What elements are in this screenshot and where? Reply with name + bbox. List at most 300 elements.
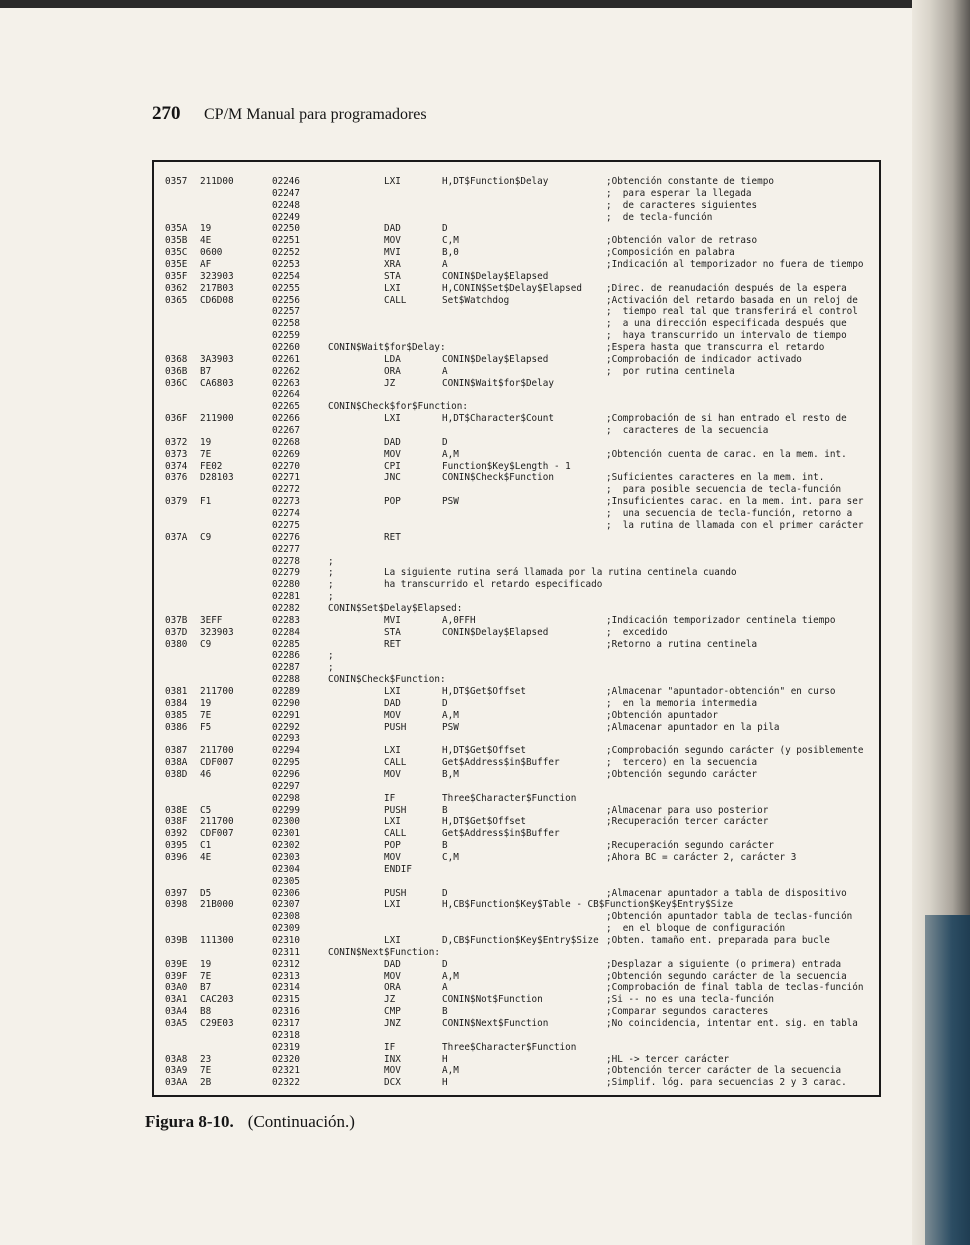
hex-address: 0387 [165,745,188,757]
mnemonic: ENDIF [384,863,412,875]
mnemonic: DAD [384,436,401,448]
label: ; [328,591,334,603]
line-number: 02246 [272,176,300,187]
operand: Three$Character$Function [442,1041,577,1053]
listing-row [156,674,886,686]
listing-row [156,816,886,828]
listing-row [156,449,886,461]
comment: ;Obtención segundo carácter [606,768,758,780]
mnemonic: LXI [384,935,401,946]
label: CONIN$Set$Delay$Elapsed: [328,602,463,614]
object-code: 217B03 [200,282,234,294]
comment: ; una secuencia de tecla-función, retorno a [606,508,853,520]
mnemonic: STA [384,270,401,282]
object-code: 211700 [200,745,234,757]
hex-address: 036F [165,413,188,425]
comment: ;Obtención apuntador tabla de teclas-función [606,911,853,923]
line-number: 02308 [272,911,300,923]
line-number: 02313 [272,970,300,982]
operand: CONIN$Delay$Elapsed [442,353,549,365]
listing-row [156,212,886,224]
comment: ;Ahora BC = carácter 2, carácter 3 [606,851,797,863]
hex-address: 035E [165,259,188,271]
comment: ;Obtención tercer carácter de la secuencia [606,1065,842,1077]
object-code: 0600 [200,247,223,259]
listing-row [156,733,886,745]
comment: ;Indicación temporizador centinela tiempo [606,614,836,626]
object-code: CA6803 [200,377,234,389]
listing-row [156,295,886,307]
listing-row [156,805,886,817]
operand: D [442,958,448,970]
operand: H,DT$Get$Offset [442,745,526,757]
line-number: 02290 [272,697,300,709]
operand: A [442,365,448,377]
mnemonic: JZ [384,994,396,1006]
listing-row [156,745,886,757]
line-number: 02275 [272,519,300,531]
line-number: 02285 [272,638,300,650]
operand: D [442,223,448,235]
listing-row [156,556,886,568]
hex-address: 0365 [165,294,188,306]
hex-address: 0384 [165,697,188,709]
mnemonic: ha transcurrido el retardo especificado [384,579,603,591]
label: ; [328,567,334,579]
operand: H,DT$Get$Offset [442,685,526,697]
line-number: 02268 [272,436,300,448]
line-number: 02256 [272,294,300,306]
comment: ; la rutina de llamada con el primer carácter [606,519,864,531]
figure-caption [145,1112,355,1132]
hex-address: 037A [165,531,188,543]
listing-row [156,1018,886,1030]
operand: A,M [442,709,459,721]
mnemonic: LXI [384,899,401,911]
hex-address: 039E [165,958,188,970]
comment: ; haya transcurrido un intervalo de tiempo [606,330,847,342]
hex-address: 037D [165,626,188,638]
operand: CONIN$Next$Function [442,1018,549,1030]
hex-address: 0372 [165,436,188,448]
line-number: 02311 [272,946,300,958]
mnemonic: PUSH [384,721,407,733]
comment: ; de caracteres siguientes [606,199,758,211]
object-code: CAC203 [200,994,234,1006]
mnemonic: CMP [384,1006,401,1018]
object-code: 211900 [200,413,234,425]
object-code: 211700 [200,816,234,828]
label: ; [328,579,334,591]
listing-row [156,425,886,437]
line-number: 02282 [272,602,300,614]
line-number: 02302 [272,840,300,852]
mnemonic: MOV [384,235,401,247]
comment: ; tiempo real tal que transferirá el control [606,306,858,318]
object-code: 23 [200,1053,212,1065]
figure-caption-text: (Continuación.) [247,1112,355,1131]
mnemonic: PUSH [384,887,407,899]
comment: ;Composición en palabra [606,247,735,259]
listing-row [156,603,886,615]
comment: ;Comprobación de si han entrado el resto de [606,413,847,425]
line-number: 02269 [272,448,300,460]
hex-address: 035A [165,223,188,235]
comment: ;Obtención segundo carácter de la secuencia [606,970,847,982]
mnemonic: DAD [384,697,401,709]
listing-row [156,1030,886,1042]
hex-address: 0381 [165,685,188,697]
listing-row [156,864,886,876]
object-code: C5 [200,804,212,816]
object-code: C1 [200,840,212,852]
line-number: 02298 [272,792,300,804]
line-number: 02276 [272,531,300,543]
operand: H,CONIN$Set$Delay$Elapsed [442,282,582,294]
page-number: 270 [152,103,181,124]
listing-row [156,188,886,200]
comment: ; tercero) en la secuencia [606,757,758,769]
listing-row [156,283,886,295]
object-code: 3A3903 [200,353,234,365]
operand: D [442,887,448,899]
hex-address: 038D [165,768,188,780]
mnemonic: La siguiente rutina será llamada por la rutina centinela cuando [384,567,737,579]
comment: ;Comparar segundos caracteres [606,1006,769,1018]
operand: PSW [442,721,459,733]
line-number: 02318 [272,1029,300,1041]
line-number: 02296 [272,768,300,780]
operand: H,DT$Function$Delay [442,176,549,187]
hex-address: 0376 [165,472,188,484]
hex-address: 035F [165,270,188,282]
operand: A,0FFH [442,614,476,626]
line-number: 02277 [272,543,300,555]
listing-row [156,330,886,342]
object-code: F1 [200,496,212,508]
comment: ;Recuperación segundo carácter [606,840,774,852]
listing-row [156,247,886,259]
object-code: C9 [200,531,212,543]
hex-address: 03A5 [165,1018,188,1030]
book-cover-edge [925,915,970,1245]
mnemonic: PUSH [384,804,407,816]
object-code: 111300 [200,935,234,946]
line-number: 02255 [272,282,300,294]
listing-row [156,698,886,710]
assembly-listing [156,176,886,1089]
line-number: 02250 [272,223,300,235]
comment: ; en la memoria intermedia [606,697,758,709]
hex-address: 0357 [165,176,188,187]
mnemonic: MOV [384,1065,401,1077]
object-code: B7 [200,365,212,377]
listing-row [156,413,886,425]
hex-address: 03A0 [165,982,188,994]
object-code: D5 [200,887,212,899]
hex-address: 0386 [165,721,188,733]
operand: Three$Character$Function [442,792,577,804]
object-code: 323903 [200,270,234,282]
line-number: 02271 [272,472,300,484]
hex-address: 03A8 [165,1053,188,1065]
operand: Get$Address$in$Buffer [442,828,560,840]
figure-label: Figura 8-10. [145,1112,234,1131]
mnemonic: JNC [384,472,401,484]
line-number: 02305 [272,875,300,887]
comment: ;Insuficientes carac. en la mem. int. para ser [606,496,864,508]
listing-row [156,911,886,923]
hex-address: 039F [165,970,188,982]
mnemonic: ORA [384,982,401,994]
object-code: 19 [200,436,212,448]
label: CONIN$Next$Function: [328,946,440,958]
object-code: CDF007 [200,828,234,840]
mnemonic: MOV [384,970,401,982]
mnemonic: LDA [384,353,401,365]
object-code: F5 [200,721,212,733]
line-number: 02270 [272,460,300,472]
line-number: 02254 [272,270,300,282]
line-number: 02283 [272,614,300,626]
line-number: 02272 [272,484,300,496]
comment: ; para esperar la llegada [606,187,752,199]
listing-row [156,840,886,852]
line-number: 02310 [272,935,300,946]
line-number: 02249 [272,211,300,223]
running-header-title: CP/M Manual para programadores [204,106,427,123]
operand: CONIN$Delay$Elapsed [442,626,549,638]
hex-address: 0380 [165,638,188,650]
operand: A,M [442,448,459,460]
operand: H,DT$Character$Count [442,413,554,425]
comment: ;Retorno a rutina centinela [606,638,758,650]
hex-address: 039B [165,935,188,946]
line-number: 02321 [272,1065,300,1077]
operand: B [442,1006,448,1018]
listing-row [156,520,886,532]
operand: H [442,1053,448,1065]
operand: B [442,840,448,852]
line-number: 02291 [272,709,300,721]
operand: B,0 [442,247,459,259]
hex-address: 0395 [165,840,188,852]
operand: CONIN$Check$Function [442,472,554,484]
listing-row [156,508,886,520]
listing-row [156,947,886,959]
listing-row [156,959,886,971]
label: ; [328,650,334,662]
listing-row [156,271,886,283]
listing-row [156,923,886,935]
listing-row [156,496,886,508]
listing-row [156,318,886,330]
hex-address: 038A [165,757,188,769]
line-number: 02253 [272,259,300,271]
hex-address: 0396 [165,851,188,863]
object-code: 323903 [200,626,234,638]
comment: ;Obtención apuntador [606,709,718,721]
comment: ; por rutina centinela [606,365,735,377]
listing-row [156,235,886,247]
listing-row [156,389,886,401]
listing-row [156,354,886,366]
label: CONIN$Check$for$Function: [328,401,468,413]
comment: ;Desplazar a siguiente (o primera) entrada [606,958,842,970]
hex-address: 038E [165,804,188,816]
line-number: 02264 [272,389,300,401]
object-code: 4E [200,235,212,247]
hex-address: 035C [165,247,188,259]
listing-row [156,176,886,188]
object-code: CDF007 [200,757,234,769]
line-number: 02263 [272,377,300,389]
comment: ;Almacenar "apuntador-obtención" en curso [606,685,836,697]
label: ; [328,555,334,567]
hex-address: 035B [165,235,188,247]
mnemonic: IF [384,792,396,804]
object-code: 4E [200,851,212,863]
line-number: 02292 [272,721,300,733]
listing-row [156,686,886,698]
mnemonic: CALL [384,757,407,769]
listing-row [156,982,886,994]
comment: ;Comprobación segundo carácter (y posiblemente [606,745,864,757]
listing-row [156,662,886,674]
mnemonic: JNZ [384,1018,401,1030]
label: CONIN$Wait$for$Delay: [328,342,446,354]
hex-address: 0392 [165,828,188,840]
comment: ;Almacenar apuntador en la pila [606,721,780,733]
line-number: 02251 [272,235,300,247]
hex-address: 03A1 [165,994,188,1006]
listing-row [156,579,886,591]
listing-row [156,935,886,947]
line-number: 02247 [272,187,300,199]
line-number: 02294 [272,745,300,757]
operand: CONIN$Not$Function [442,994,543,1006]
mnemonic: MOV [384,851,401,863]
comment: ;Obten. tamaño ent. preparada para bucle [606,935,830,946]
listing-row [156,567,886,579]
comment: ;Comprobación de indicador activado [606,353,802,365]
mnemonic: DCX [384,1077,401,1089]
object-code: 19 [200,697,212,709]
operand: A [442,259,448,271]
listing-row [156,437,886,449]
object-code: 211D00 [200,176,234,187]
line-number: 02306 [272,887,300,899]
mnemonic: LXI [384,413,401,425]
object-code: C9 [200,638,212,650]
mnemonic: IF [384,1041,396,1053]
object-code: D28103 [200,472,234,484]
comment: ;Direc. de reanudación después de la espera [606,282,847,294]
comment: ;Almacenar apuntador a tabla de dispositivo [606,887,847,899]
comment: ;Comprobación de final tabla de teclas-función [606,982,864,994]
mnemonic: MOV [384,709,401,721]
label: ; [328,662,334,674]
operand: D [442,436,448,448]
comment: ;Obtención valor de retraso [606,235,758,247]
object-code: 211700 [200,685,234,697]
object-code: CD6D08 [200,294,234,306]
object-code: C29E03 [200,1018,234,1030]
hex-address: 03A9 [165,1065,188,1077]
listing-row [156,615,886,627]
line-number: 02297 [272,780,300,792]
line-number: 02301 [272,828,300,840]
listing-row [156,793,886,805]
mnemonic: LXI [384,745,401,757]
line-number: 02258 [272,318,300,330]
operand: A [442,982,448,994]
line-number: 02257 [272,306,300,318]
object-code: 7E [200,970,212,982]
object-code: 19 [200,223,212,235]
listing-row [156,971,886,983]
mnemonic: RET [384,638,401,650]
listing-row [156,876,886,888]
mnemonic: XRA [384,259,401,271]
line-number: 02316 [272,1006,300,1018]
hex-address: 0398 [165,899,188,911]
listing-row [156,781,886,793]
line-number: 02266 [272,413,300,425]
line-number: 02267 [272,425,300,437]
hex-address: 0374 [165,460,188,472]
operand: A,M [442,970,459,982]
listing-row [156,472,886,484]
listing-row [156,994,886,1006]
line-number: 02274 [272,508,300,520]
comment: ;Espera hasta que transcurra el retardo [606,342,825,354]
comment: ; excedido [606,626,668,638]
operand: C,M [442,851,459,863]
operand: Set$Watchdog [442,294,510,306]
listing-row [156,1077,886,1089]
comment: ;Recuperación tercer carácter [606,816,769,828]
line-number: 02289 [272,685,300,697]
line-number: 02287 [272,662,300,674]
hex-address: 0368 [165,353,188,365]
line-number: 02319 [272,1041,300,1053]
mnemonic: LXI [384,685,401,697]
object-code: 2B [200,1077,212,1089]
operand: Function$Key$Length - 1 [442,460,571,472]
listing-row [156,757,886,769]
hex-address: 038F [165,816,188,828]
line-number: 02314 [272,982,300,994]
line-number: 02281 [272,591,300,603]
line-number: 02284 [272,626,300,638]
mnemonic: MOV [384,768,401,780]
hex-address: 03AA [165,1077,188,1089]
label: CONIN$Check$Function: [328,674,446,686]
listing-row [156,627,886,639]
listing-row [156,306,886,318]
listing-row [156,342,886,354]
listing-row [156,828,886,840]
object-code: 7E [200,1065,212,1077]
line-number: 02303 [272,851,300,863]
listing-row [156,200,886,212]
listing-row [156,1006,886,1018]
operand: PSW [442,496,459,508]
mnemonic: INX [384,1053,401,1065]
hex-address: 036C [165,377,188,389]
operand: CONIN$Wait$for$Delay [442,377,554,389]
